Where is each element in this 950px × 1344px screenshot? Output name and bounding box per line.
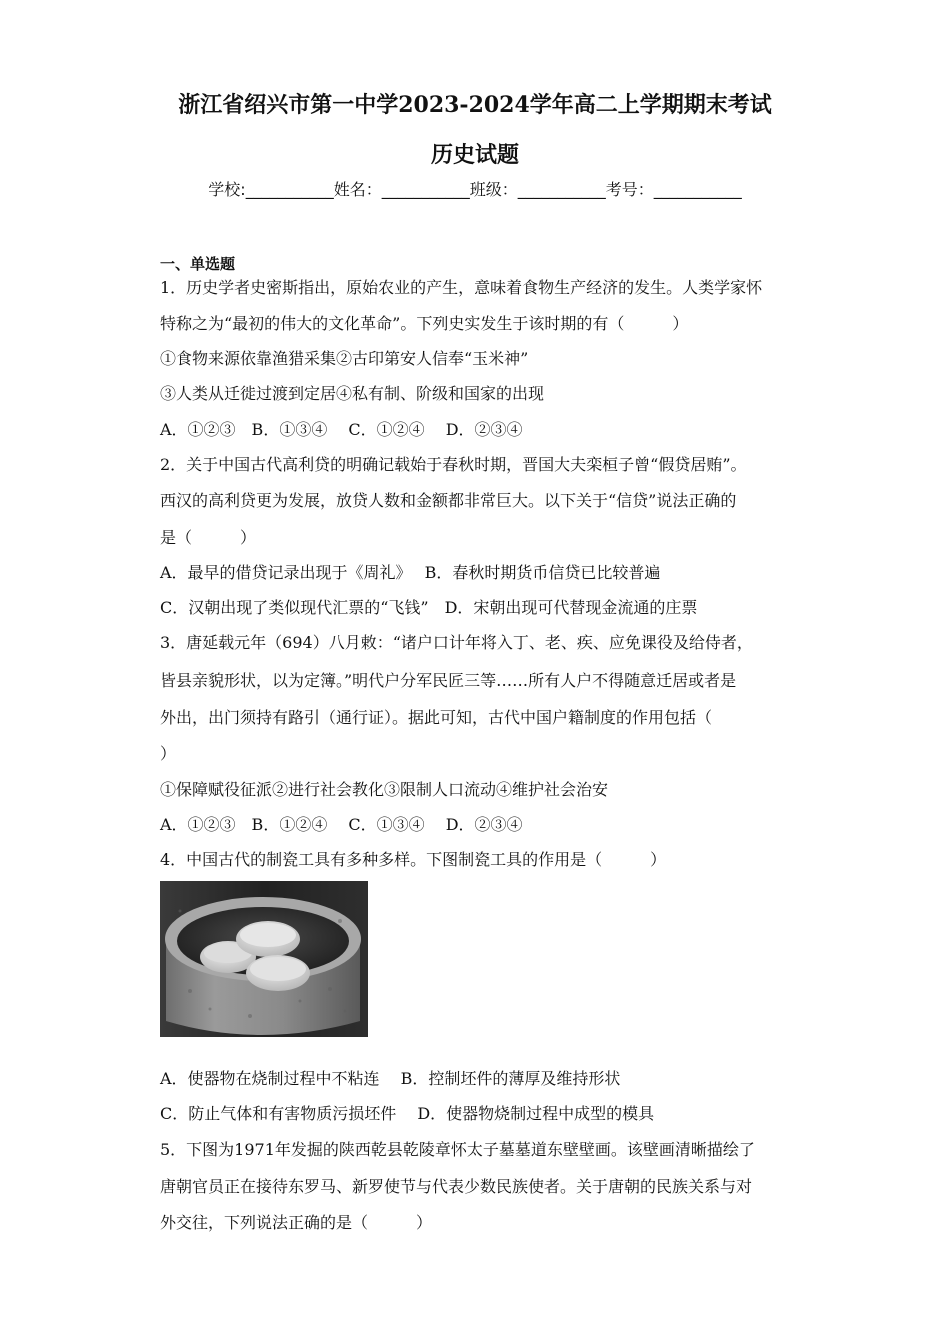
kiln-saggar-photo	[160, 881, 368, 1037]
q1-options: A．①②③ B．①③④ C．①②④ D．②③④	[160, 420, 523, 439]
q2-line: 西汉的高利贷更为发展，放贷人数和金额都非常巨大。以下关于“信贷”说法正确的	[160, 491, 737, 510]
q3-line: ）	[160, 744, 177, 763]
q4-options: C．防止气体和有害物质污损坯件 D．使器物烧制过程中成型的模具	[160, 1104, 655, 1123]
q2-options: A．最早的借贷记录出现于《周礼》 B．春秋时期货币信贷已比较普遍	[160, 563, 661, 582]
q4-line: 4．中国古代的制瓷工具有多种多样。下图制瓷工具的作用是（ ）	[160, 850, 667, 869]
section-heading: 一、单选题	[160, 255, 236, 273]
q1-line: 1．历史学者史密斯指出，原始农业的产生，意味着食物生产经济的发生。人类学家怀	[160, 278, 763, 297]
q5-line: 唐朝官员正在接待东罗马、新罗使节与代表少数民族使者。关于唐朝的民族关系与对	[160, 1177, 753, 1196]
q5-line: 外交往，下列说法正确的是（ ）	[160, 1213, 433, 1232]
q5-line: 5．下图为1971年发掘的陕西乾县乾陵章怀太子墓墓道东壁壁画。该壁画清晰描绘了	[160, 1140, 755, 1159]
q1-line: 特称之为“最初的伟大的文化革命”。下列史实发生于该时期的有（ ）	[160, 314, 689, 333]
q3-line: 外出，出门须持有路引（通行证）。据此可知，古代中国户籍制度的作用包括（	[160, 708, 713, 727]
exam-subtitle: 历史试题	[430, 142, 519, 168]
q1-line: ③人类从迁徙过渡到定居④私有制、阶级和国家的出现	[160, 384, 545, 403]
q2-line: 是（ ）	[160, 528, 257, 547]
q4-options: A．使器物在烧制过程中不粘连 B．控制坯件的薄厚及维持形状	[160, 1069, 621, 1088]
q3-options: A．①②③ B．①②④ C．①③④ D．②③④	[160, 815, 523, 834]
student-info-line: 学校:___________姓名：___________班级：___________考号：___________	[208, 180, 742, 199]
q3-line: 皆县亲貌形状，以为定簿。”明代户分军民匠三等……所有人户不得随意迁居或者是	[160, 671, 737, 690]
q1-line: ①食物来源依靠渔猎采集②古印第安人信奉“玉米神”	[160, 349, 529, 368]
q3-line: 3．唐延载元年（694）八月敕：“诸户口计年将入丁、老、疾、应免课役及给侍者，	[160, 633, 753, 652]
exam-title: 浙江省绍兴市第一中学2023-2024学年高二上学期期末考试	[178, 92, 772, 118]
q2-options: C．汉朝出现了类似现代汇票的“飞钱” D．宋朝出现可代替现金流通的庄票	[160, 598, 698, 617]
q2-line: 2．关于中国古代高利贷的明确记载始于春秋时期，晋国大夫栾桓子曾“假贷居贿”。	[160, 455, 747, 474]
q3-line: ①保障赋役征派②进行社会教化③限制人口流动④维护社会治安	[160, 780, 609, 799]
